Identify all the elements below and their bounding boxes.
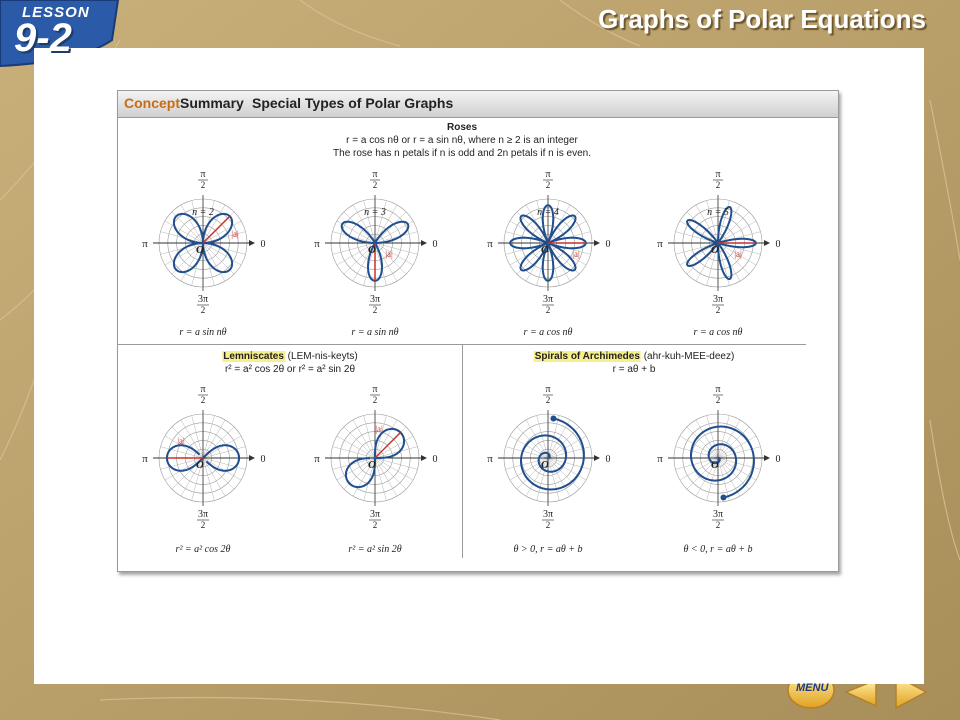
lemniscates-equation: r² = a² cos 2θ or r² = a² sin 2θ — [224, 364, 356, 375]
label-origin: O — [368, 459, 376, 471]
axis-arrow-icon — [249, 455, 255, 461]
label-3pi-over-2-num: 3π — [712, 509, 724, 520]
next-button[interactable] — [892, 672, 930, 712]
label-pi-over-2-den: 2 — [715, 395, 721, 405]
spirals-title: Spirals of Archimedes — [534, 351, 640, 362]
roses-definition: r = a cos nθ or r = a sin nθ, where n ≥ 2 is an integer — [346, 135, 578, 146]
label-abs-a: |a| — [734, 249, 742, 259]
label-abs-a: |a| — [231, 229, 239, 239]
axis-arrow-icon — [421, 240, 427, 246]
rose-caption: r = a cos nθ — [693, 327, 743, 338]
label-3pi-over-2-num: 3π — [197, 294, 209, 305]
label-3pi-over-2-den: 2 — [545, 305, 551, 315]
rose-n-label: n = 3 — [364, 207, 386, 218]
label-pi-over-2-num: π — [545, 384, 551, 395]
label-pi-over-2-den: 2 — [372, 180, 378, 190]
label-origin: O — [368, 244, 376, 256]
concept-word: Concept — [124, 95, 180, 111]
lemniscate-caption: r² = a² cos 2θ — [175, 544, 231, 555]
label-origin: O — [196, 244, 204, 256]
label-pi-over-2-num: π — [715, 384, 721, 395]
page-title: Graphs of Polar Equations — [598, 4, 926, 34]
axis-arrow-icon — [249, 240, 255, 246]
rose-n-label: n = 5 — [707, 207, 729, 218]
label-pi: π — [487, 238, 493, 250]
axis-arrow-icon — [421, 455, 427, 461]
label-zero: 0 — [605, 239, 611, 250]
label-3pi-over-2-den: 2 — [200, 520, 206, 530]
axis-arrow-icon — [764, 240, 770, 246]
label-pi: π — [657, 238, 663, 250]
label-pi: π — [142, 238, 148, 250]
label-pi-over-2-num: π — [715, 169, 721, 180]
summary-word: Summary — [180, 95, 244, 111]
rose-n-label: n = 2 — [192, 207, 214, 218]
axis-arrow-icon — [764, 455, 770, 461]
label-3pi-over-2-den: 2 — [545, 520, 551, 530]
label-zero: 0 — [432, 454, 438, 465]
lesson-label: LESSON — [22, 4, 90, 21]
label-3pi-over-2-num: 3π — [712, 294, 724, 305]
polar-graphs — [118, 91, 838, 571]
label-zero: 0 — [260, 454, 266, 465]
spirals-equation: r = aθ + b — [612, 364, 656, 375]
label-pi-over-2-den: 2 — [372, 395, 378, 405]
card-heading: Special Types of Polar Graphs — [252, 95, 454, 111]
label-zero: 0 — [775, 454, 781, 465]
label-pi: π — [487, 453, 493, 465]
spiral-arrow-icon — [550, 415, 556, 421]
label-pi-over-2-num: π — [372, 384, 378, 395]
label-3pi-over-2-num: 3π — [542, 509, 554, 520]
label-abs-a: |a| — [375, 424, 383, 434]
label-pi-over-2-den: 2 — [545, 180, 551, 190]
spiral-caption: θ < 0, r = aθ + b — [683, 544, 753, 555]
lemniscate-caption: r² = a² sin 2θ — [348, 544, 402, 555]
label-zero: 0 — [260, 239, 266, 250]
label-3pi-over-2-den: 2 — [715, 305, 721, 315]
label-pi: π — [142, 453, 148, 465]
label-3pi-over-2-den: 2 — [372, 305, 378, 315]
label-pi-over-2-num: π — [200, 169, 206, 180]
spiral-caption: θ > 0, r = aθ + b — [513, 544, 583, 555]
spiral-curve — [691, 427, 754, 498]
spirals-pronunciation: (ahr-kuh-MEE-deez) — [643, 351, 735, 362]
label-3pi-over-2-num: 3π — [197, 509, 209, 520]
label-origin: O — [541, 459, 549, 471]
label-pi-over-2-num: π — [545, 169, 551, 180]
label-pi: π — [314, 238, 320, 250]
spiral-arrow-icon — [720, 495, 726, 501]
label-zero: 0 — [432, 239, 438, 250]
menu-label[interactable]: MENU — [796, 682, 829, 694]
lemniscates-pronunciation: (LEM-nis-keyts) — [287, 351, 358, 362]
roses-title: Roses — [446, 122, 478, 133]
label-origin: O — [711, 459, 719, 471]
axis-arrow-icon — [594, 455, 600, 461]
roses-petal-rule: The rose has n petals if n is odd and 2n petals if n is even. — [333, 148, 591, 159]
label-3pi-over-2-den: 2 — [200, 305, 206, 315]
label-zero: 0 — [605, 454, 611, 465]
lesson-number: 9-2 — [14, 16, 72, 60]
label-origin: O — [196, 459, 204, 471]
label-pi: π — [314, 453, 320, 465]
previous-button[interactable] — [844, 676, 880, 708]
lemniscates-title: Lemniscates — [223, 351, 284, 362]
axis-arrow-icon — [594, 240, 600, 246]
label-abs-a: |a| — [177, 436, 185, 446]
rose-caption: r = a sin nθ — [179, 327, 227, 338]
label-pi-over-2-num: π — [372, 169, 378, 180]
rose-n-label: n = 4 — [537, 207, 559, 218]
spiral-curve — [521, 419, 584, 490]
concept-summary-card — [117, 90, 839, 572]
rose-caption: r = a cos nθ — [523, 327, 573, 338]
rose-caption: r = a sin nθ — [351, 327, 399, 338]
label-pi-over-2-den: 2 — [545, 395, 551, 405]
label-3pi-over-2-den: 2 — [715, 520, 721, 530]
label-zero: 0 — [775, 239, 781, 250]
label-pi-over-2-den: 2 — [200, 395, 206, 405]
label-origin: O — [711, 244, 719, 256]
label-3pi-over-2-num: 3π — [369, 294, 381, 305]
label-pi-over-2-den: 2 — [715, 180, 721, 190]
label-abs-a: |a| — [385, 249, 393, 259]
label-abs-a: |a| — [572, 249, 580, 259]
label-pi: π — [657, 453, 663, 465]
label-3pi-over-2-den: 2 — [372, 520, 378, 530]
label-3pi-over-2-num: 3π — [369, 509, 381, 520]
label-pi-over-2-den: 2 — [200, 180, 206, 190]
label-origin: O — [541, 244, 549, 256]
label-pi-over-2-num: π — [200, 384, 206, 395]
label-3pi-over-2-num: 3π — [542, 294, 554, 305]
